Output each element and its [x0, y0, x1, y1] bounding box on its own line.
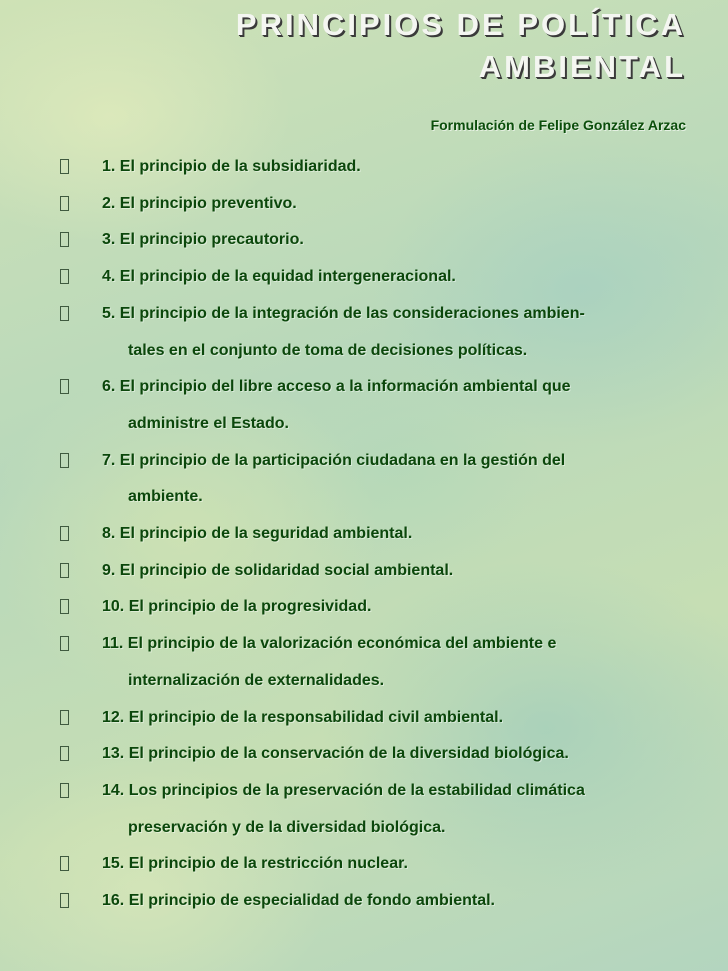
principle-text: 13. El principio de la conservación de la diversidad biológica.	[102, 745, 569, 763]
principle-text: 12. El principio de la responsabilidad civil ambiental.	[102, 708, 504, 726]
principle-text: 16. El principio de especialidad de fondo ambiental.	[102, 892, 495, 910]
principle-text-continuation: tales en el conjunto de toma de decisiones políticas.	[128, 341, 528, 359]
principle-text: 11. El principio de la valorización económica del ambiente e	[102, 635, 557, 653]
principle-item	[60, 149, 690, 186]
principle-text-continuation: internalización de externalidades.	[128, 671, 385, 689]
principle-text: 3. El principio precautorio.	[102, 231, 304, 249]
principle-text: 10. El principio de la progresividad.	[102, 598, 372, 616]
hollow-square-icon	[60, 453, 69, 468]
principle-item	[60, 589, 690, 626]
principle-text: 6. El principio del libre acceso a la información ambiental que	[102, 378, 571, 396]
principle-item	[60, 443, 690, 516]
principle-item	[60, 259, 690, 296]
principle-text: 8. El principio de la seguridad ambiental.	[102, 525, 413, 543]
hollow-square-icon	[60, 710, 69, 725]
principles-list	[60, 149, 690, 920]
principle-text: 4. El principio de la equidad intergeneracional.	[102, 268, 456, 286]
slide-title-line-2: AMBIENTAL	[478, 49, 686, 84]
hollow-square-icon	[60, 636, 69, 651]
principle-text: 2. El principio preventivo.	[102, 194, 297, 212]
principle-text: 7. El principio de la participación ciudadana en la gestión del	[102, 451, 566, 469]
principle-item	[60, 186, 690, 223]
hollow-square-icon	[60, 526, 69, 541]
slide-title-line-1: PRINCIPIOS DE POLÍTICA	[235, 7, 686, 42]
hollow-square-icon	[60, 269, 69, 284]
hollow-square-icon	[60, 232, 69, 247]
principle-text: 15. El principio de la restricción nuclear.	[102, 855, 408, 873]
hollow-square-icon	[60, 159, 69, 174]
principle-text: 1. El principio de la subsidiaridad.	[102, 158, 361, 175]
principle-item	[60, 553, 690, 590]
principle-item	[60, 296, 690, 369]
hollow-square-icon	[60, 196, 69, 211]
hollow-square-icon	[60, 599, 69, 614]
principle-item	[60, 626, 690, 699]
principle-item	[60, 700, 690, 737]
hollow-square-icon	[60, 379, 69, 394]
principle-item	[60, 516, 690, 553]
principle-text: 14. Los principios de la preservación de la estabilidad climática	[102, 781, 585, 799]
principle-item	[60, 369, 690, 442]
principle-item	[60, 736, 690, 773]
hollow-square-icon	[60, 893, 69, 908]
principle-text-continuation: preservación y de la diversidad biológica.	[128, 818, 446, 836]
hollow-square-icon	[60, 856, 69, 871]
hollow-square-icon	[60, 563, 69, 578]
principle-item	[60, 846, 690, 883]
principle-item	[60, 883, 690, 920]
hollow-square-icon	[60, 746, 69, 761]
principle-text-continuation: ambiente.	[128, 488, 203, 506]
principle-text-continuation: administre el Estado.	[128, 414, 289, 432]
principle-text: 5. El principio de la integración de las consideraciones ambien-	[102, 304, 585, 322]
slide-subtitle: Formulación de Felipe González Arzac	[430, 117, 686, 133]
slide-title	[126, 4, 686, 88]
hollow-square-icon	[60, 783, 69, 798]
principle-item	[60, 773, 690, 846]
hollow-square-icon	[60, 306, 69, 321]
principle-item	[60, 222, 690, 259]
principle-text: 9. El principio de solidaridad social ambiental.	[102, 561, 454, 579]
